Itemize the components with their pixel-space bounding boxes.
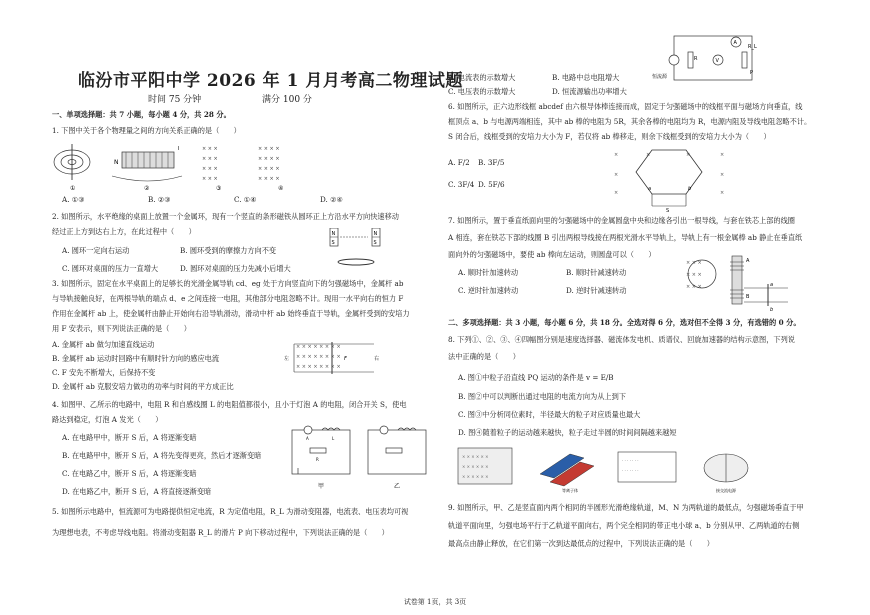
q7-option-c[interactable]: C. 逆时针加速转动 <box>458 286 519 295</box>
svg-text:× × × ×: × × × × <box>258 156 280 162</box>
exam-time: 时间 75 分钟 <box>148 95 202 105</box>
svg-text:× × ×: × × × <box>202 146 218 152</box>
q8-fig1-velocity-selector <box>458 448 512 484</box>
q3-stem-line2: 与导轨接触良好，在两根导轨的端点 d、e 之间连接一电阻，其他部分电阻忽略不计。现用一水平向右的恒力 F <box>52 294 404 303</box>
page-title: 临汾市平阳中学 2026 年 1 月月考高二物理试题 <box>78 71 463 91</box>
svg-text:×: × <box>614 172 619 178</box>
q4-option-a[interactable]: A. 在电路甲中，断开 S 后，A 将逐渐变暗 <box>62 433 197 442</box>
q1-option-b[interactable]: B. ②③ <box>148 195 171 204</box>
q3-stem-line3: 作用在金属杆 ab 上，使金属杆由静止开始向右沿导轨滑动，滑动中杆 ab 始终垂直于导轨，金属杆受到的安培力 <box>52 309 410 318</box>
q3-figure <box>282 340 382 380</box>
q4-label-coil: L <box>332 436 335 441</box>
q2-magnet1-n: N <box>331 231 336 237</box>
exam-score: 满分 100 分 <box>262 95 312 105</box>
q1-option-a[interactable]: A. ①③ <box>62 195 85 204</box>
q4-circuits <box>288 424 436 494</box>
q1-label-2: ② <box>144 185 150 192</box>
q4-stem-line1: 4. 如图甲、乙所示的电路中，电阻 R 和自感线圈 L 的电阻值都很小，且小于灯泡 A 的电阻，闭合开关 S，使电 <box>52 400 407 409</box>
q4-label-yi: 乙 <box>394 483 401 490</box>
q9-stem-line3: 最高点由静止释放，在它们第一次到达最低点的过程中，下列说法正确的是（ ） <box>448 539 714 548</box>
q7-label-rod-a: a <box>770 282 774 288</box>
q1-fig1-current-loop <box>54 144 90 180</box>
q5-label-ammeter: A <box>733 40 737 46</box>
q6-stem-line3: S 闭合后，线框受到的安培力大小为 F，若仅将 ab 棒移走，则余下线框受到的安培力大小为（ ） <box>448 132 771 141</box>
q8-option-a[interactable]: A. 图①中粒子沿直线 PQ 运动的条件是 v = E/B <box>458 373 614 382</box>
q3-option-d[interactable]: D. 金属杆 ab 克服安培力做功的功率与时间的平方成正比 <box>52 382 234 391</box>
svg-text:N: N <box>114 159 119 166</box>
svg-text:· · · · · · ·: · · · · · · · <box>622 458 639 463</box>
q8-stem-line2: 法中正确的是（ ） <box>448 352 520 361</box>
q3-option-b[interactable]: B. 金属杆 ab 运动时回路中有顺时针方向的感应电流 <box>52 354 220 363</box>
q8-fig3-mass-spectrometer <box>618 452 676 482</box>
q2-figure <box>326 228 386 268</box>
q3-label-left: 左 <box>284 356 290 362</box>
q8-label-ac: 接交流电源 <box>716 488 736 493</box>
q2-option-a[interactable]: A. 圆环一定向右运动 <box>62 246 130 255</box>
section2-heading: 二、多项选择题：共 3 小题，每小题 6 分，共 18 分。全选对得 6 分，选对但不全得 3 分，有选错的 0 分。 <box>448 318 801 327</box>
q6-option-a[interactable]: A. F/2 <box>448 158 470 167</box>
q2-stem-line2: 经过正上方到达右上方，在此过程中（ ） <box>52 227 196 236</box>
q5-label-source: 恒流源 <box>652 74 668 80</box>
q5-option-a[interactable]: A. 电流表的示数增大 <box>448 73 516 82</box>
q2-stem-line1: 2. 如图所示，水平绝缘的桌面上放置一个金属环，现有一个竖直的条形磁铁从圆环正上方沿水平方向快速移动 <box>52 212 399 221</box>
svg-text:×: × <box>646 152 651 158</box>
q3-stem-line4: 用 F 安表示，则下列说法正确的是（ ） <box>52 324 191 333</box>
q9-stem-line2: 轨道平面向里，匀强电场平行于乙轨道平面向右，两个完全相同的带正电小球 a、b 分别从甲、乙两轨道的右侧 <box>448 521 800 530</box>
q3-stem-line1: 3. 如图所示，固定在水平桌面上的足够长的光滑金属导轨 cd、eg 处于方向竖直向下的匀强磁场中，金属杆 ab <box>52 279 404 288</box>
q4-option-d[interactable]: D. 在电路乙中，断开 S 后，A 将直接逐渐变暗 <box>62 487 212 496</box>
svg-text:· · · · · · ·: · · · · · · · <box>622 468 639 473</box>
q1-stem: 1. 下图中关于各个物理量之间的方向关系正确的是（ ） <box>52 126 241 135</box>
q8-fig2-mhd-generator <box>540 454 594 493</box>
svg-text:× × × × × × × ×: × × × × × × × × <box>296 364 341 370</box>
q8-figures <box>454 444 774 496</box>
q7-label-coil-b: B <box>746 294 750 300</box>
q5-stem-line2: 为理想电表，不考虑导线电阻。将滑动变阻器 R_L 的滑片 P 向下移动过程中，下列说法正确的是（ ） <box>52 528 389 537</box>
svg-text:× × × × × × × ×: × × × × × × × × <box>296 354 341 360</box>
svg-text:× × × × × × × ×: × × × × × × × × <box>296 344 341 350</box>
q4-stem-line2: 路达到稳定，灯泡 A 发光（ ） <box>52 415 163 424</box>
q2-option-c[interactable]: C. 圆环对桌面的压力一直增大 <box>62 264 159 273</box>
q6-stem-line1: 6. 如图所示，正六边形线框 abcdef 由六根导体棒连接而成，固定于匀强磁场中的线框平面与磁场方向垂直，线 <box>448 102 803 111</box>
q4-label-r: R <box>316 457 319 462</box>
q7-label-rod-b: b <box>770 307 774 312</box>
q4-option-c[interactable]: C. 在电路乙中，断开 S 后，A 将逐渐变暗 <box>62 469 197 478</box>
q6-option-b[interactable]: B. 3F/5 <box>478 158 505 167</box>
q4-circuit-yi <box>368 426 426 474</box>
q5-circuit <box>652 30 758 88</box>
q6-stem-line2: 框顶点 a、b 与电源两端相连，其中 ab 棒的电阻为 5R，其余各棒的电阻均为 R，电源内阻及导线电阻忽略不计。 <box>448 117 812 126</box>
q6-label-b: b <box>688 186 692 192</box>
q1-figures <box>52 140 322 192</box>
q7-option-a[interactable]: A. 顺时针加速转动 <box>458 268 519 277</box>
q3-option-c[interactable]: C. F 安先不断增大，后保持不变 <box>52 368 156 377</box>
q6-label-s: S <box>666 208 670 212</box>
svg-text:×: × <box>614 190 619 196</box>
q6-hexagon-figure <box>606 146 736 212</box>
svg-text:× × ×: × × × <box>202 176 218 182</box>
q1-fig4-field-grid <box>258 146 280 182</box>
q1-fig2-solenoid <box>112 146 182 181</box>
svg-text:×: × <box>720 190 725 196</box>
q2-option-d[interactable]: D. 圆环对桌面的压力先减小后增大 <box>180 264 291 273</box>
q8-option-c[interactable]: C. 图③中分析同位素时，半径最大的粒子对应质量也最大 <box>458 410 641 419</box>
q6-label-a: a <box>648 186 652 192</box>
svg-text:× × × × × ×: × × × × × × <box>462 474 489 479</box>
q7-stem-line3: 面向外的匀强磁场中，要使 ab 棒向左运动，则圆盘可以（ ） <box>448 250 656 259</box>
svg-text:× × × × × ×: × × × × × × <box>462 464 489 469</box>
svg-text:×: × <box>720 152 725 158</box>
svg-text:× × ×: × × × <box>686 272 702 278</box>
svg-text:×: × <box>686 152 691 158</box>
q5-label-voltmeter: V <box>715 58 719 64</box>
svg-text:× × × ×: × × × × <box>258 176 280 182</box>
svg-text:× × × ×: × × × × <box>258 166 280 172</box>
q1-label-3: ③ <box>216 185 222 192</box>
svg-text:I: I <box>178 146 180 152</box>
q1-label-1: ① <box>70 185 76 192</box>
q5-option-c[interactable]: C. 电压表的示数增大 <box>448 87 516 96</box>
q1-label-4: ④ <box>278 185 284 192</box>
svg-text:× × × ×: × × × × <box>258 146 280 152</box>
q1-option-d[interactable]: D. ②④ <box>320 195 343 204</box>
q2-magnet1-s: S <box>331 240 335 246</box>
svg-text:× × ×: × × × <box>202 166 218 172</box>
q6-option-c[interactable]: C. 3F/4 <box>448 180 475 189</box>
section1-heading: 一、单项选择题：共 7 小题，每小题 4 分，共 28 分。 <box>52 110 231 119</box>
q1-option-c[interactable]: C. ①④ <box>234 195 257 204</box>
q5-label-p: P <box>750 70 754 76</box>
q6-option-d[interactable]: D. 5F/6 <box>478 180 505 189</box>
q7-option-b[interactable]: B. 顺时针减速转动 <box>566 268 627 277</box>
page-footer: 试卷第 1页，共 3页 <box>403 598 467 606</box>
q2-magnet2-n: N <box>373 231 378 237</box>
svg-text:×: × <box>720 172 725 178</box>
q8-stem-line1: 8. 下列①、②、③、④四幅图分别是速度选择器、磁流体发电机、质谱仪、回旋加速器的结构示意图，下列说 <box>448 335 795 344</box>
svg-text:× × ×: × × × <box>202 156 218 162</box>
q3-label-right: 右 <box>374 356 380 362</box>
svg-text:× × ×: × × × <box>686 260 702 266</box>
q8-option-b[interactable]: B. 图②中可以判断出通过电阻的电流方向为从上到下 <box>458 392 626 401</box>
q8-fig4-cyclotron <box>704 454 748 493</box>
q1-fig3-field-dots <box>202 146 218 182</box>
q5-stem-line1: 5. 如图所示电路中，恒流源可为电路提供恒定电流，R 为定值电阻，R_L 为滑动变阻器，电流表、电压表均可视 <box>52 507 409 516</box>
q7-label-coil-a: A <box>746 258 750 264</box>
q7-stem-line2: A 相连，套在铁芯下部的线圈 B 引出两根导线接在两根光滑水平导轨上，导轨上有一根金属棒 ab 静止在垂直纸 <box>448 233 803 242</box>
q5-option-b[interactable]: B. 电路中总电阻增大 <box>552 73 620 82</box>
svg-text:× × × × × ×: × × × × × × <box>462 454 489 459</box>
q9-stem-line1: 9. 如图所示，甲、乙是竖直面内两个相同的半圆形光滑绝缘轨道，M、N 为两轨道的最低点，匀强磁场垂直于甲 <box>448 503 804 512</box>
q2-option-b[interactable]: B. 圆环受到的摩擦力方向不变 <box>180 246 277 255</box>
q7-stem-line1: 7. 如图所示，置于垂直纸面向里的匀强磁场中的金属圆盘中央和边缘各引出一根导线，与套在铁芯上部的线圈 <box>448 216 795 225</box>
q3-label-f: F <box>344 356 347 362</box>
q8-option-d[interactable]: D. 图④随着粒子的运动越来越快，粒子走过半圆的时间间隔越来越短 <box>458 428 677 437</box>
q5-label-rl: R_L <box>748 44 757 50</box>
q4-label-lamp: A <box>306 436 309 441</box>
q7-option-d[interactable]: D. 逆时针减速转动 <box>566 286 627 295</box>
svg-text:×: × <box>614 152 619 158</box>
q3-option-a[interactable]: A. 金属杆 ab 做匀加速直线运动 <box>52 340 155 349</box>
svg-text:× × ×: × × × <box>686 284 702 290</box>
q7-figure <box>682 250 792 312</box>
q5-option-d[interactable]: D. 恒流源输出功率增大 <box>552 87 627 96</box>
q8-label-plasma: 等离子体 <box>562 488 578 493</box>
q5-label-r: R <box>694 56 698 62</box>
q4-label-jia: 甲 <box>318 483 325 490</box>
q4-option-b[interactable]: B. 在电路甲中，断开 S 后，A 将先变得更亮，然后才逐渐变暗 <box>62 451 262 460</box>
q4-circuit-jia <box>292 426 350 474</box>
q2-magnet2-s: S <box>373 240 377 246</box>
